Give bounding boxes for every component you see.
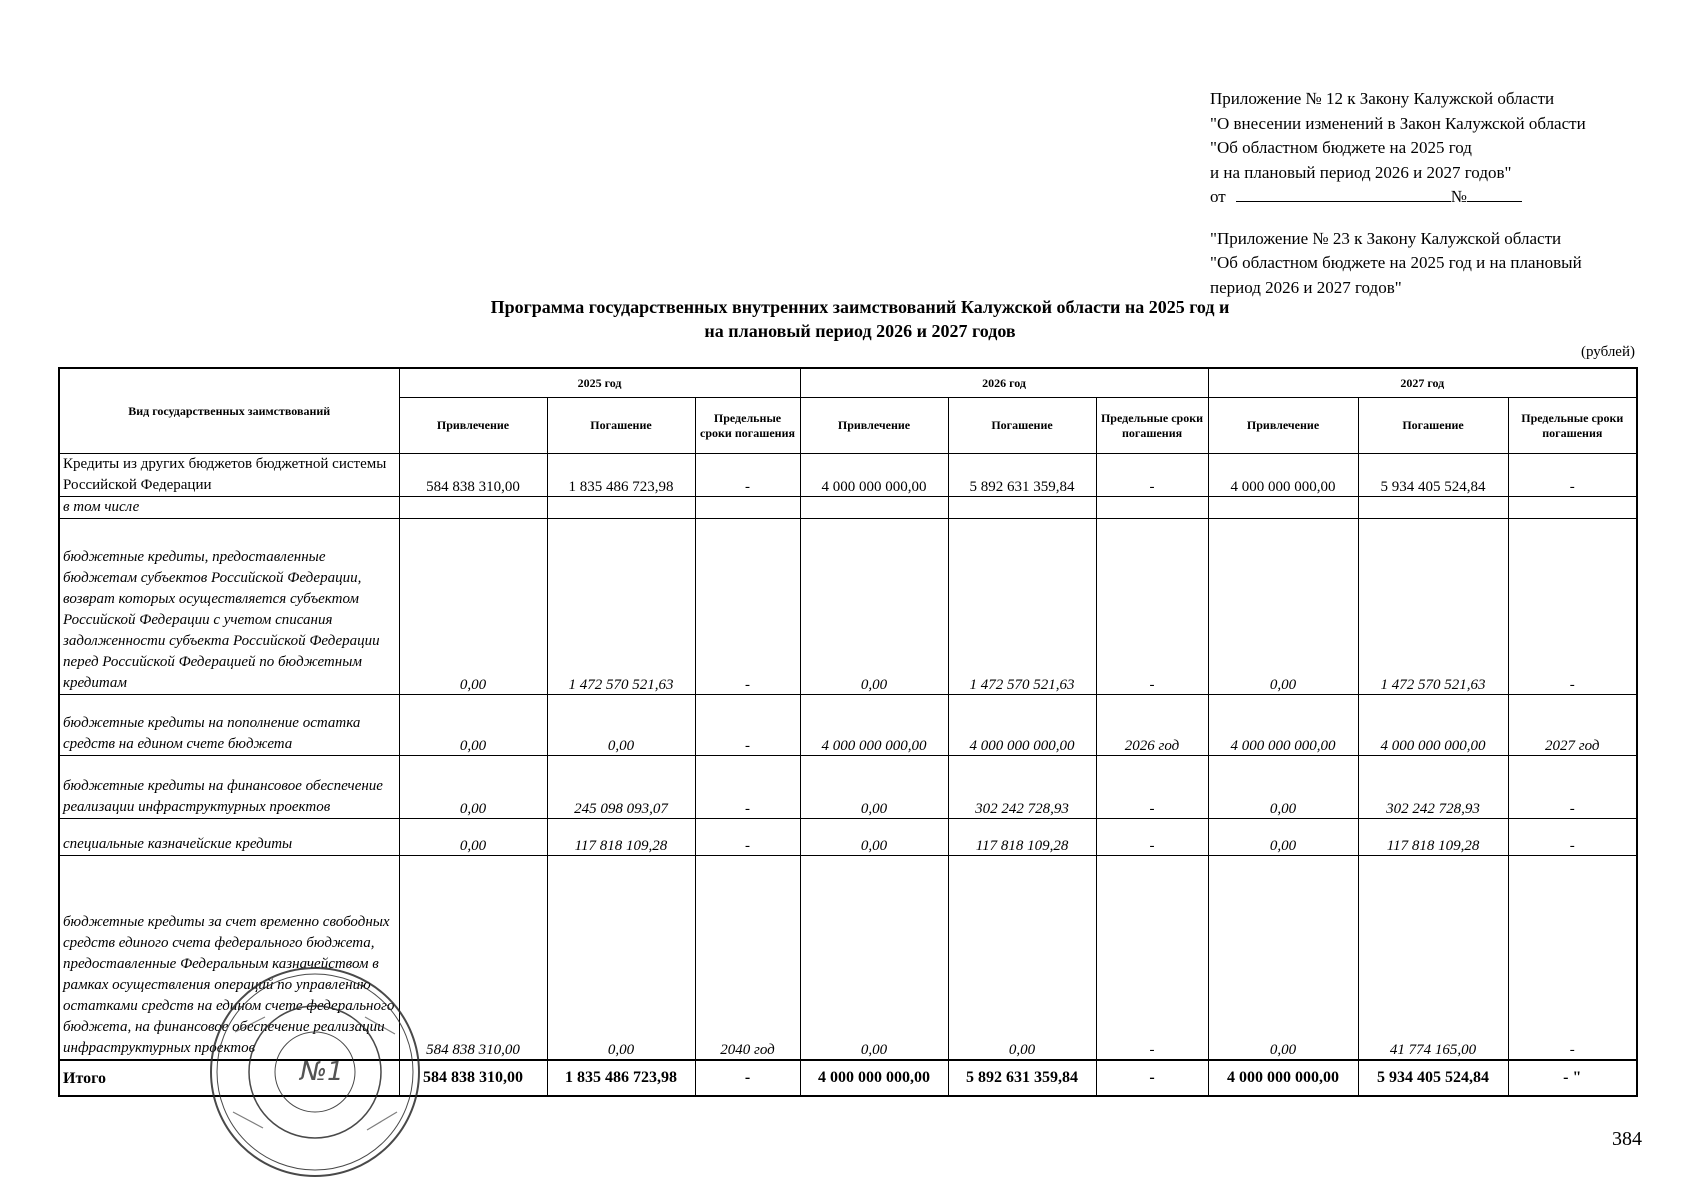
document-title: [360, 295, 1360, 343]
attraction-cell: 0,00: [399, 819, 547, 856]
repayment-term-cell: -: [1508, 519, 1637, 695]
repayment-cell: 5 934 405 524,84: [1358, 1060, 1508, 1096]
repayment-term-cell: -: [1508, 819, 1637, 856]
repayment-cell: 5 934 405 524,84: [1358, 454, 1508, 497]
repayment-term-cell: -: [1096, 756, 1208, 819]
table-row: [59, 497, 1637, 519]
header-line: Приложение № 12 к Закону Калужской области: [1210, 89, 1555, 108]
table-row: [59, 756, 1637, 819]
attraction-cell: 0,00: [1208, 519, 1358, 695]
attraction-cell: 0,00: [800, 756, 948, 819]
table-row: [59, 819, 1637, 856]
repayment-term-cell: 2027 год: [1508, 695, 1637, 756]
repayment-term-cell: -: [695, 695, 800, 756]
repayment-cell: [1358, 497, 1508, 519]
row-name: Кредиты из других бюджетов бюджетной системы Российской Федерации: [59, 454, 399, 497]
repayment-term-cell: [1096, 497, 1208, 519]
date-blank: [1236, 186, 1451, 202]
unit-label: (рублей): [1580, 344, 1635, 360]
repayment-cell: 1 835 486 723,98: [547, 1060, 695, 1096]
attraction-cell: [399, 497, 547, 519]
repayment-term-cell: -: [695, 819, 800, 856]
subheader-term: Предельные сроки погашения: [695, 398, 800, 454]
attraction-cell: 0,00: [800, 519, 948, 695]
attraction-cell: 4 000 000 000,00: [800, 454, 948, 497]
attraction-cell: 584 838 310,00: [399, 454, 547, 497]
subheader-repayment: Погашение: [948, 398, 1096, 454]
repayment-cell: 0,00: [547, 695, 695, 756]
repayment-cell: 1 472 570 521,63: [948, 519, 1096, 695]
repayment-term-cell: -: [1096, 856, 1208, 1061]
column-header-type: Вид государственных заимствований: [59, 368, 399, 454]
subheader-term: Предельные сроки погашения: [1096, 398, 1208, 454]
header-line: период 2026 и 2027 годов": [1210, 277, 1402, 297]
repayment-cell: 1 835 486 723,98: [547, 454, 695, 497]
repayment-cell: [547, 497, 695, 519]
subheader-attraction: Привлечение: [800, 398, 948, 454]
attraction-cell: 4 000 000 000,00: [800, 1060, 948, 1096]
subheader-term: Предельные сроки погашения: [1508, 398, 1637, 454]
repayment-term-cell: -: [695, 519, 800, 695]
repayment-cell: 4 000 000 000,00: [948, 695, 1096, 756]
repayment-cell: 5 892 631 359,84: [948, 1060, 1096, 1096]
page-number: 384: [1612, 1128, 1642, 1150]
from-label: от: [1210, 187, 1226, 206]
repayment-cell: 117 818 109,28: [1358, 819, 1508, 856]
header-line: "О внесении изменений в Закон Калужской области: [1210, 113, 1586, 133]
repayment-term-cell: -: [1508, 756, 1637, 819]
repayment-cell: 1 472 570 521,63: [547, 519, 695, 695]
repayment-cell: 245 098 093,07: [547, 756, 695, 819]
repayment-term-cell: -: [1096, 819, 1208, 856]
repayment-cell: 5 892 631 359,84: [948, 454, 1096, 497]
attraction-cell: 584 838 310,00: [399, 856, 547, 1061]
attraction-cell: 4 000 000 000,00: [1208, 1060, 1358, 1096]
attraction-cell: [1208, 497, 1358, 519]
row-name: бюджетные кредиты, предоставленные бюджетам субъектов Российской Федерации, возврат которых осуществляется субъектом Российской Федерации с учетом списания задолженности субъекта Российской Федерации перед Российской Федерацией по бюджетным кредитам: [59, 519, 399, 695]
subheader-attraction: Привлечение: [1208, 398, 1358, 454]
repayment-cell: 0,00: [948, 856, 1096, 1061]
repayment-term-cell: -: [1096, 519, 1208, 695]
header-line: и на плановый период 2026 и 2027 годов": [1210, 162, 1512, 182]
repayment-term-cell: -: [1096, 454, 1208, 497]
attraction-cell: 0,00: [1208, 756, 1358, 819]
subheader-repayment: Погашение: [1358, 398, 1508, 454]
attraction-cell: 0,00: [399, 519, 547, 695]
repayment-cell: 117 818 109,28: [547, 819, 695, 856]
attraction-cell: 0,00: [399, 756, 547, 819]
repayment-term-cell: - ": [1508, 1060, 1637, 1096]
row-name: бюджетные кредиты за счет временно свободных средств единого счета федерального бюджета, предоставленные Федеральным казначейством в рамках осуществления операций по управлению остатками средств на едином счете федерального бюджета, на финансовое обеспечение реализации инфраструктурных проектов: [59, 856, 399, 1061]
attraction-cell: 584 838 310,00: [399, 1060, 547, 1096]
number-blank: [1467, 186, 1522, 202]
total-label: Итого: [59, 1060, 399, 1096]
repayment-cell: 302 242 728,93: [948, 756, 1096, 819]
header-line: "Приложение № 23 к Закону Калужской области: [1210, 228, 1562, 248]
attraction-cell: 0,00: [1208, 819, 1358, 856]
row-name: в том числе: [59, 497, 399, 519]
header-date-number-line: [1210, 185, 1680, 210]
repayment-term-cell: 2040 год: [695, 856, 800, 1061]
table-row: [59, 454, 1637, 497]
repayment-cell: 302 242 728,93: [1358, 756, 1508, 819]
repayment-cell: 117 818 109,28: [948, 819, 1096, 856]
table-row: [59, 519, 1637, 695]
attraction-cell: 4 000 000 000,00: [1208, 695, 1358, 756]
attraction-cell: 0,00: [1208, 856, 1358, 1061]
repayment-term-cell: -: [695, 1060, 800, 1096]
repayment-term-cell: -: [1508, 454, 1637, 497]
year-header-2027: 2027 год: [1208, 368, 1637, 398]
attraction-cell: [800, 497, 948, 519]
year-header-2026: 2026 год: [800, 368, 1208, 398]
repayment-term-cell: [1508, 497, 1637, 519]
row-name: бюджетные кредиты на пополнение остатка средств на едином счете бюджета: [59, 695, 399, 756]
subheader-repayment: Погашение: [547, 398, 695, 454]
repayment-term-cell: -: [695, 454, 800, 497]
repayment-cell: 4 000 000 000,00: [1358, 695, 1508, 756]
number-label: №: [1450, 187, 1467, 206]
repayment-term-cell: 2026 год: [1096, 695, 1208, 756]
subheader-attraction: Привлечение: [399, 398, 547, 454]
repayment-cell: 0,00: [547, 856, 695, 1061]
attraction-cell: 4 000 000 000,00: [1208, 454, 1358, 497]
row-name: бюджетные кредиты на финансовое обеспечение реализации инфраструктурных проектов: [59, 756, 399, 819]
repayment-term-cell: -: [695, 756, 800, 819]
table-row: [59, 695, 1637, 756]
repayment-cell: 41 774 165,00: [1358, 856, 1508, 1061]
repayment-term-cell: -: [1096, 1060, 1208, 1096]
row-name: специальные казначейские кредиты: [59, 819, 399, 856]
title-line-1: Программа государственных внутренних заимствований Калужской области на 2025 год и: [490, 297, 1230, 317]
repayment-term-cell: -: [1508, 856, 1637, 1061]
year-header-2025: 2025 год: [399, 368, 800, 398]
attraction-cell: 0,00: [800, 819, 948, 856]
header-line: "Об областном бюджете на 2025 год: [1210, 138, 1472, 157]
repayment-cell: [948, 497, 1096, 519]
repayment-cell: 1 472 570 521,63: [1358, 519, 1508, 695]
svg-text:№1: №1: [300, 1057, 344, 1087]
title-line-2: на плановый период 2026 и 2027 годов: [704, 321, 1016, 341]
attraction-cell: 0,00: [800, 856, 948, 1061]
header-line: "Об областном бюджете на 2025 год и на плановый: [1210, 253, 1582, 272]
official-seal-stamp: [205, 962, 425, 1182]
repayment-term-cell: [695, 497, 800, 519]
appendix-header: [1210, 87, 1680, 300]
attraction-cell: 4 000 000 000,00: [800, 695, 948, 756]
attraction-cell: 0,00: [399, 695, 547, 756]
